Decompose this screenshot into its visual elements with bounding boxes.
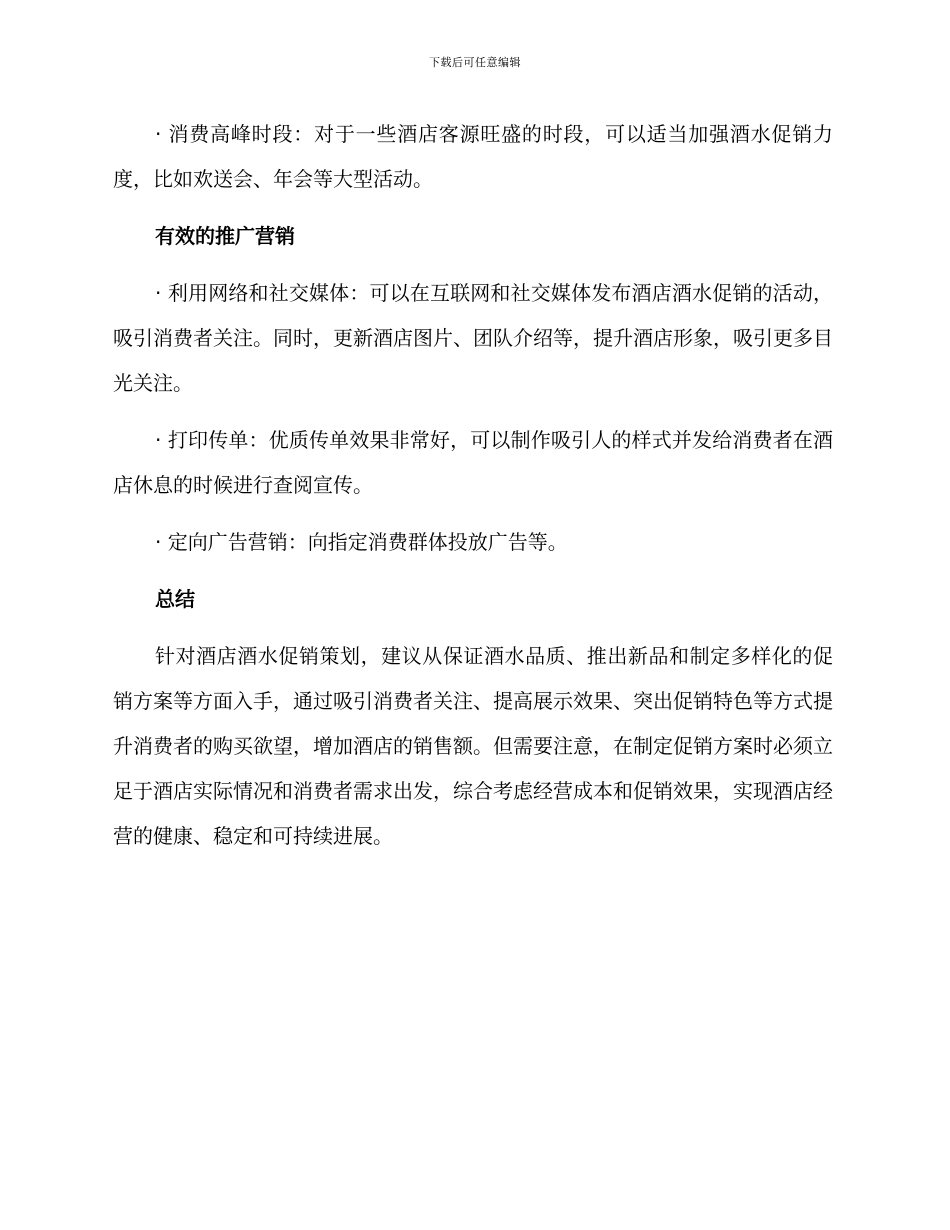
paragraph-targeted-ads: · 定向广告营销：向指定消费群体投放广告等。 (155, 530, 568, 554)
document-body (113, 112, 833, 871)
heading-effective-marketing: 有效的推广营销 (155, 224, 295, 248)
paragraph-flyers: · 打印传单：优质传单效果非常好，可以制作吸引人的样式并发给消费者在酒店休息的时候进行查阅宣传。 (113, 428, 833, 497)
heading-summary: 总结 (155, 587, 195, 611)
paragraph-peak-season: · 消费高峰时段：对于一些酒店客源旺盛的时段，可以适当加强酒水促销力度，比如欢送会、年会等大型活动。 (113, 122, 833, 191)
page-header: 下载后可任意编辑 (429, 56, 521, 69)
paragraph-summary: 针对酒店酒水促销策划，建议从保证酒水品质、推出新品和制定多样化的促销方案等方面入手，通过吸引消费者关注、提高展示效果、突出促销特色等方式提升消费者的购买欲望，增加酒店的销售额。但需要注意，在制定促销方案时必须立足于酒店实际情况和消费者需求出发，综合考虑经营成本和促销效果，实现酒店经营的健康、稳定和可持续进展。 (113, 644, 833, 848)
paragraph-social-media: · 利用网络和社交媒体：可以在互联网和社交媒体发布酒店酒水促销的活动，吸引消费者关注。同时，更新酒店图片、团队介绍等，提升酒店形象，吸引更多目光关注。 (113, 281, 833, 395)
